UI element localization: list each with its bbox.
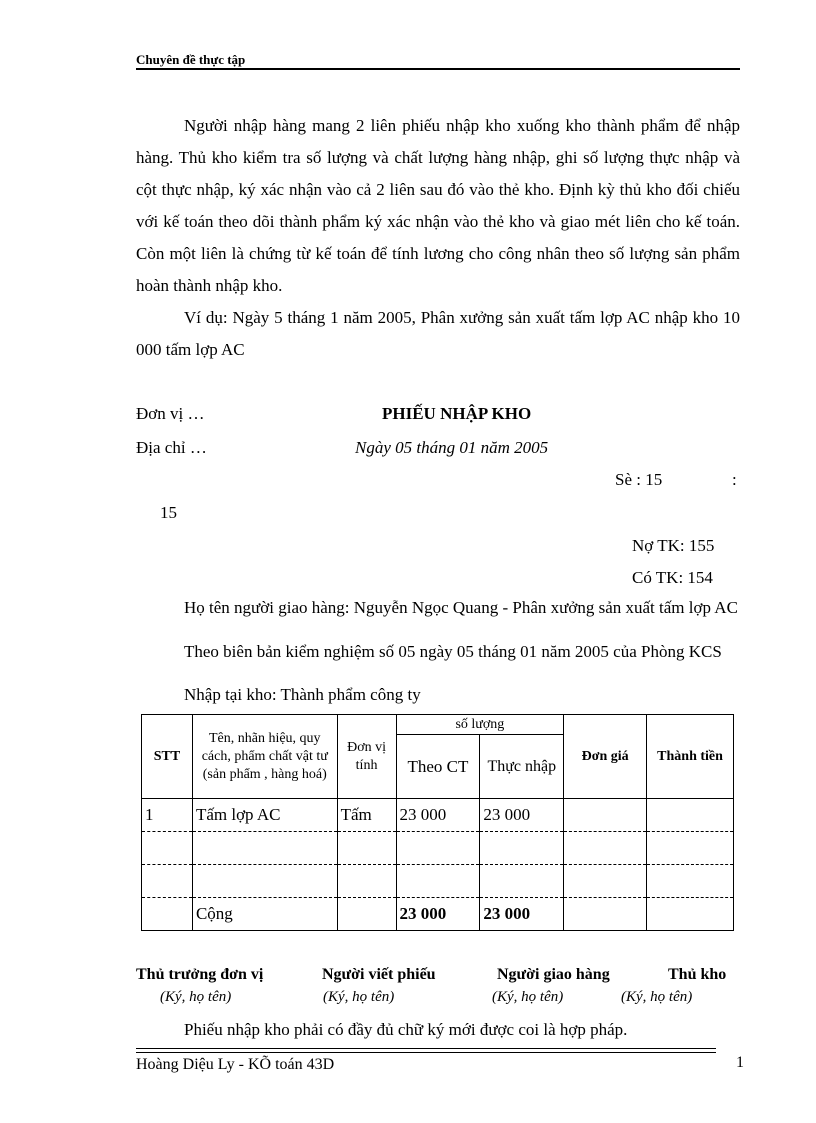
warehouse-line: Nhập tại kho: Thành phẩm công ty bbox=[184, 685, 421, 704]
closing-note: Phiếu nhập kho phải có đầy đủ chữ ký mới được coi là hợp pháp. bbox=[184, 1020, 628, 1039]
deliverer-line: Họ tên người giao hàng: Nguyễn Ngọc Quang - Phân xưởng sản xuất tấm lợp AC bbox=[184, 598, 738, 617]
header-item-name: Tên, nhãn hiệu, quy cách, phẩm chất vật tư (sản phẩm , hàng hoá) bbox=[192, 715, 337, 799]
header-price: Đơn giá bbox=[564, 715, 647, 799]
row-amount bbox=[647, 865, 734, 898]
receipt-table bbox=[141, 714, 734, 931]
unit-label: Đơn vị … bbox=[136, 404, 205, 423]
total-stt bbox=[142, 898, 193, 931]
form-number: Sè : 15 bbox=[615, 470, 663, 489]
total-actual: 23 000 bbox=[480, 898, 564, 931]
row-unit bbox=[337, 832, 396, 865]
total-row bbox=[142, 898, 734, 931]
row-item-name: Tấm lợp AC bbox=[192, 799, 337, 832]
row-price bbox=[564, 865, 647, 898]
signature-title-deliverer: Người giao hàng bbox=[497, 966, 610, 983]
signature-title-head: Thủ trưởng đơn vị bbox=[136, 966, 264, 983]
page-number: 1 bbox=[736, 1054, 744, 1071]
total-price bbox=[564, 898, 647, 931]
intro-paragraph-2: Ví dụ: Ngày 5 tháng 1 năm 2005, Phân xưởng sản xuất tấm lợp AC nhập kho 10 000 tấm lợp AC bbox=[136, 308, 740, 359]
row-item-name bbox=[192, 832, 337, 865]
header-unit: Đơn vị tính bbox=[337, 715, 396, 799]
table-row bbox=[142, 799, 734, 832]
row-stt bbox=[142, 832, 193, 865]
row-item-name bbox=[192, 865, 337, 898]
row-per-document bbox=[396, 865, 480, 898]
footer-rule-bottom bbox=[136, 1052, 716, 1053]
intro-paragraph-1: Người nhập hàng mang 2 liên phiếu nhập kho xuống kho thành phẩm để nhập hàng. Thủ kho kiểm tra số lượng và chất lượng hàng nhập, ghi số lượng thực nhập và cột thực nhập, ký xác nhận vào cả 2 liên sau đó vào thẻ kho. Định kỳ thủ kho đối chiếu với kế toán theo dõi thành phẩm ký xác nhận vào thẻ kho và giao mét liên cho kế toán. Còn một liên là chứng từ kế toán để tính lương cho công nhân theo số lượng sản phẩm hoàn thành nhập kho. bbox=[136, 116, 740, 295]
row-actual: 23 000 bbox=[480, 799, 564, 832]
signature-note-writer: (Ký, họ tên) bbox=[323, 989, 395, 1005]
signature-note-deliverer: (Ký, họ tên) bbox=[492, 989, 564, 1005]
row-unit: Tấm bbox=[337, 799, 396, 832]
total-amount bbox=[647, 898, 734, 931]
header-stt: STT bbox=[142, 715, 193, 799]
form-date: Ngày 05 tháng 01 năm 2005 bbox=[355, 438, 549, 457]
row-per-document bbox=[396, 832, 480, 865]
form-number-overflow: 15 bbox=[160, 503, 177, 522]
footer-author: Hoàng Diệu Ly - KÕ toán 43D bbox=[136, 1056, 335, 1073]
row-price bbox=[564, 799, 647, 832]
signature-title-storekeeper: Thủ kho bbox=[668, 966, 727, 983]
credit-account: Có TK: 154 bbox=[632, 568, 713, 587]
header-rule bbox=[136, 68, 740, 70]
header-per-document: Theo CT bbox=[396, 735, 480, 799]
running-header: Chuyên đề thực tập bbox=[136, 52, 246, 67]
signature-note-storekeeper: (Ký, họ tên) bbox=[621, 989, 693, 1005]
row-amount bbox=[647, 799, 734, 832]
total-unit bbox=[337, 898, 396, 931]
form-title: PHIẾU NHẬP KHO bbox=[382, 404, 532, 423]
footer-rule-top bbox=[136, 1048, 716, 1049]
header-amount: Thành tiền bbox=[647, 715, 734, 799]
row-amount bbox=[647, 832, 734, 865]
row-stt: 1 bbox=[142, 799, 193, 832]
row-actual bbox=[480, 832, 564, 865]
row-actual bbox=[480, 865, 564, 898]
row-stt bbox=[142, 865, 193, 898]
signature-title-writer: Người viết phiếu bbox=[322, 966, 436, 983]
form-number-colon: : bbox=[732, 470, 737, 489]
debit-account: Nợ TK: 155 bbox=[632, 536, 715, 555]
row-price bbox=[564, 832, 647, 865]
row-unit bbox=[337, 865, 396, 898]
table-row bbox=[142, 865, 734, 898]
header-actual: Thực nhập bbox=[480, 735, 564, 799]
total-per-document: 23 000 bbox=[396, 898, 480, 931]
header-quantity: số lượng bbox=[396, 715, 564, 735]
signature-note-head: (Ký, họ tên) bbox=[160, 989, 232, 1005]
address-label: Địa chỉ … bbox=[136, 438, 207, 457]
total-label: Cộng bbox=[192, 898, 337, 931]
inspection-line: Theo biên bản kiểm nghiệm số 05 ngày 05 tháng 01 năm 2005 của Phòng KCS bbox=[184, 642, 722, 661]
row-per-document: 23 000 bbox=[396, 799, 480, 832]
table-row bbox=[142, 832, 734, 865]
